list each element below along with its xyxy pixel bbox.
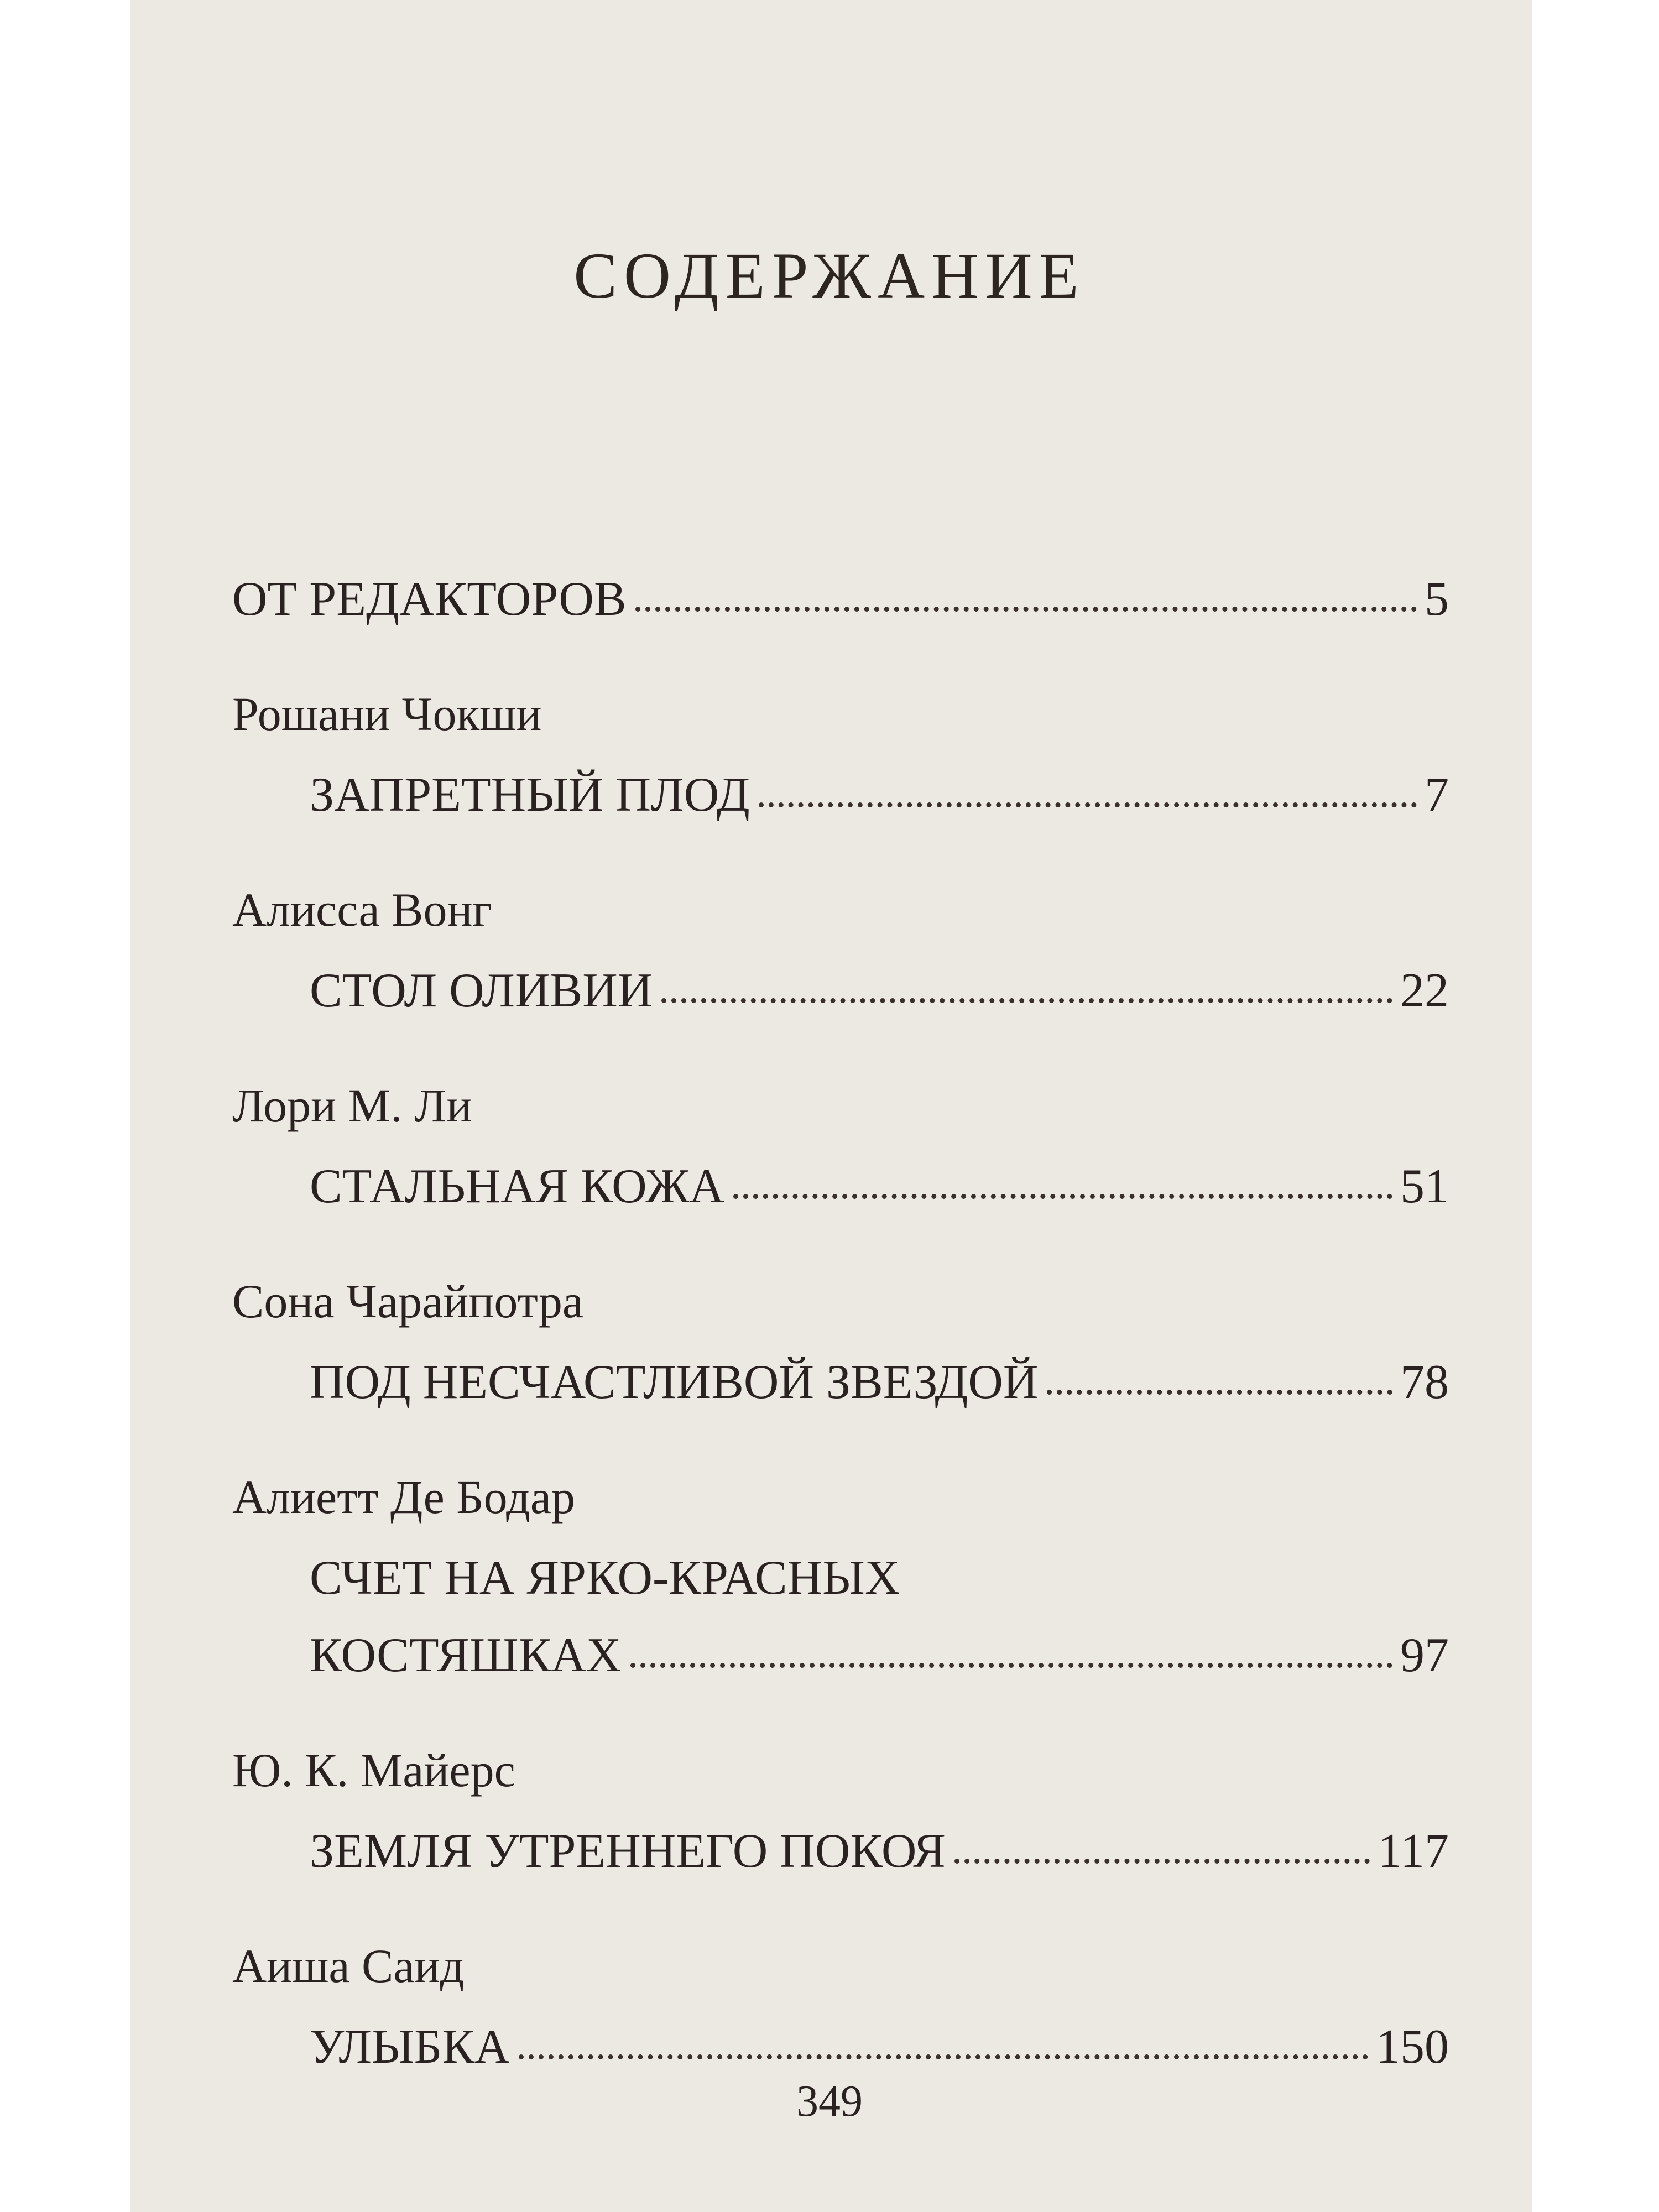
entry-title: УЛЫБКА: [310, 2020, 510, 2074]
entry-title: КОСТЯШКАХ: [310, 1629, 622, 1682]
entry-page-number: 51: [1400, 1160, 1449, 1213]
entry-page-number: 78: [1400, 1355, 1449, 1409]
entry-page-number: 5: [1425, 572, 1449, 626]
dot-leader: [519, 2054, 1368, 2059]
toc-row: [232, 2020, 1449, 2076]
toc-row: [232, 964, 1449, 1020]
toc-row: [232, 768, 1449, 824]
toc-row: [232, 1824, 1449, 1880]
entry-page-number: 7: [1425, 768, 1449, 822]
entry-author: Лори М. Ли: [232, 1079, 472, 1132]
dot-leader: [661, 998, 1392, 1003]
entry-page-number: 97: [1400, 1629, 1449, 1682]
page-number: 349: [796, 2077, 863, 2126]
toc-entry: [232, 1746, 1449, 1880]
toc-row: [232, 1631, 1449, 1684]
toc-entry: [232, 1079, 1449, 1215]
entry-author: Рошани Чокши: [232, 687, 542, 740]
toc-entry-editors: [232, 572, 1449, 628]
entry-author: Алиетт Де Бодар: [232, 1470, 576, 1524]
dot-leader: [733, 1194, 1392, 1199]
page-title: СОДЕРЖАНИЕ: [573, 239, 1086, 312]
toc-entry: [232, 1277, 1449, 1411]
entry-title-line: СЧЕТ НА ЯРКО-КРАСНЫХ: [310, 1551, 900, 1605]
toc-entry: [232, 1939, 1449, 2076]
entry-title: ЗЕМЛЯ УТРЕННЕГО ПОКОЯ: [310, 1824, 946, 1878]
toc-row: [232, 1355, 1449, 1411]
entry-page-number: 150: [1376, 2020, 1449, 2074]
toc-row: [232, 1162, 1449, 1215]
entry-author: Ю. К. Майерс: [232, 1744, 515, 1797]
toc-entry: [232, 883, 1449, 1020]
entry-title: ЗАПРЕТНЫЙ ПЛОД: [310, 768, 750, 822]
entry-author: Аиша Саид: [232, 1939, 465, 1992]
toc-entry: [232, 1470, 1449, 1684]
entry-title: СТОЛ ОЛИВИИ: [310, 964, 653, 1018]
dot-leader: [635, 607, 1417, 612]
dot-leader: [954, 1859, 1370, 1864]
entry-page-number: 22: [1400, 964, 1449, 1018]
toc-row: [232, 572, 1449, 628]
entry-author: Алисса Вонг: [232, 883, 492, 936]
table-of-contents: [232, 572, 1449, 2138]
entry-author: Сона Чарайпотра: [232, 1275, 584, 1328]
entry-title: ОТ РЕДАКТОРОВ: [232, 572, 627, 626]
dot-leader: [630, 1663, 1393, 1668]
entry-title: СТАЛЬНАЯ КОЖА: [310, 1160, 724, 1213]
entry-page-number: 117: [1378, 1824, 1449, 1878]
entry-title: ПОД НЕСЧАСТЛИВОЙ ЗВЕЗДОЙ: [310, 1355, 1039, 1409]
dot-leader: [759, 802, 1417, 807]
dot-leader: [1047, 1390, 1392, 1395]
toc-entry: [232, 687, 1449, 824]
